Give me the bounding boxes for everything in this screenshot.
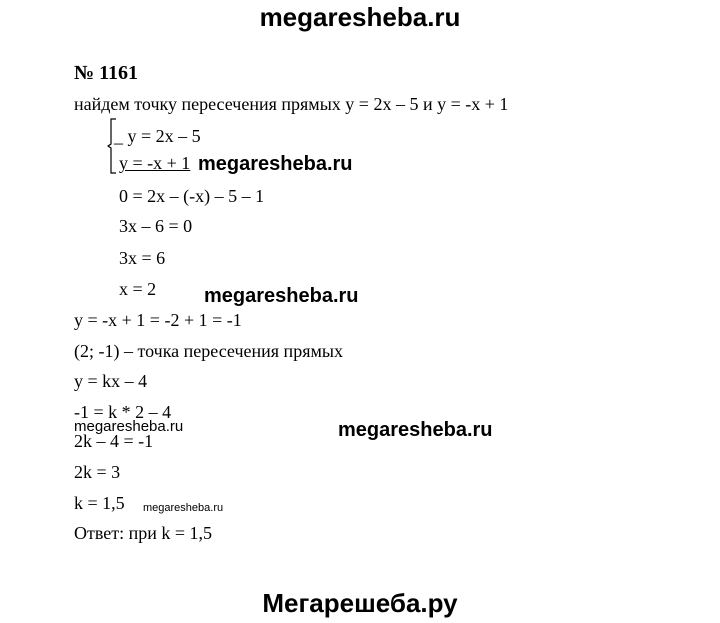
solution-line: -1 = k * 2 – 4 [74, 402, 172, 422]
step-line: 0 = 2x – (-x) – 5 – 1 [119, 186, 265, 206]
watermark-top: megaresheba.ru [259, 2, 461, 32]
solution-line: (2; -1) – точка пересечения прямых [74, 341, 343, 361]
step-line: x = 2 [119, 279, 157, 299]
watermark-bottom: Мегарешеба.ру [262, 588, 458, 618]
solution-line: y = -x + 1 = -2 + 1 = -1 [74, 310, 242, 330]
system-eq2: y = -x + 1 [119, 153, 191, 173]
watermark-mid2: megaresheba.ru [204, 285, 359, 307]
intro-line: найдем точку пересечения прямых y = 2x – 5 и y = -x + 1 [74, 94, 509, 114]
watermark-tiny: megaresheba.ru [143, 502, 224, 514]
solution-line: y = kx – 4 [74, 371, 148, 391]
problem-number: № 1161 [74, 62, 138, 84]
answer-line: Ответ: при k = 1,5 [74, 523, 213, 543]
step-line: 3x – 6 = 0 [119, 216, 193, 236]
solution-line: 2k = 3 [74, 462, 121, 482]
step-line: 3x = 6 [119, 248, 166, 268]
watermark-small: megaresheba.ru [74, 418, 184, 435]
system-eq1: _ y = 2x – 5 [114, 126, 201, 146]
solution-line: k = 1,5 [74, 493, 125, 513]
watermark-right: megaresheba.ru [338, 419, 493, 441]
solution-line: 2k – 4 = -1 [74, 431, 154, 451]
watermark-mid1: megaresheba.ru [198, 153, 353, 175]
